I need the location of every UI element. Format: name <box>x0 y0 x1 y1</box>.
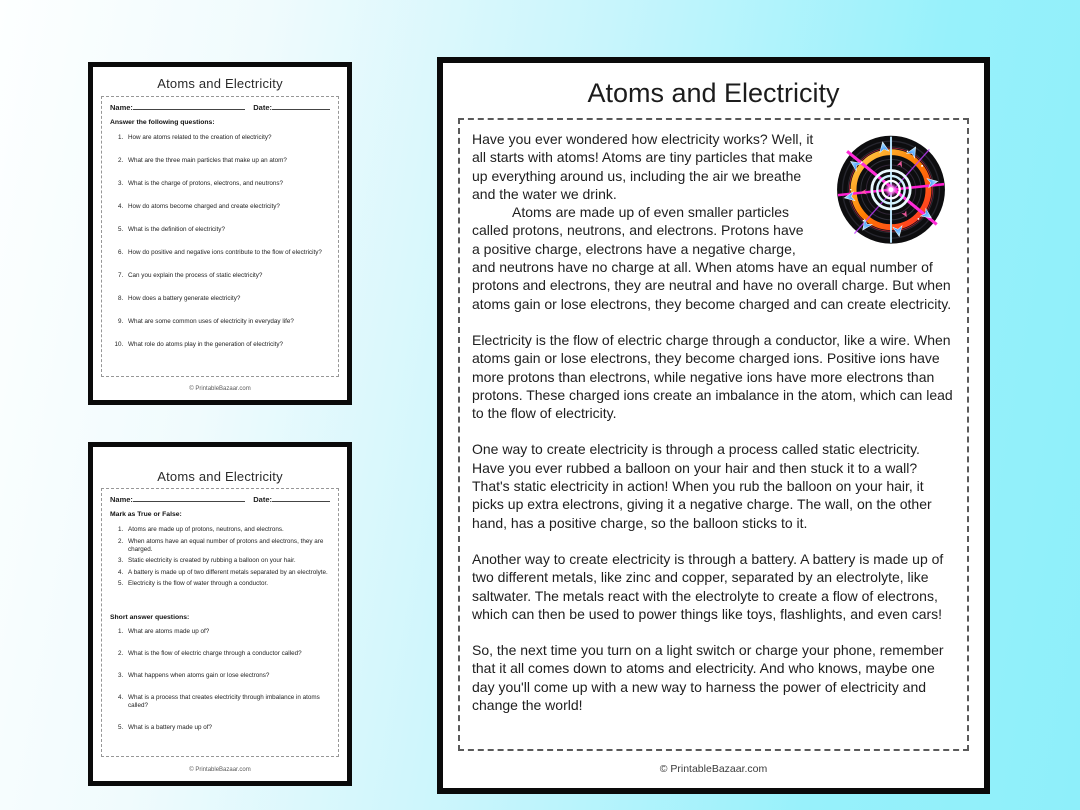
question-item: 7. Can you explain the process of static electricity? <box>125 272 330 280</box>
short-answer-item: 3. What happens when atoms gain or lose electrons? <box>125 672 330 680</box>
passage-paragraph: One way to create electricity is through a process called static electricity. Have you ever rubbed a balloon on your hair and then stuck it to a wall? That's static electricity in action! When you rub the balloon on your hair, it picks up extra electrons, giving it a negative charge. The wall, on the other hand, has a positive charge, so the balloon sticks to it. <box>472 441 932 531</box>
worksheet1-question-list <box>110 134 330 349</box>
worksheet2-content-box <box>101 488 339 757</box>
question-item: 3. What is the charge of protons, electrons, and neutrons? <box>125 180 330 188</box>
date-underline <box>272 495 330 502</box>
short-answer-item: 4. What is a process that creates electricity through imbalance in atoms called? <box>125 694 330 709</box>
true-false-list <box>110 526 330 588</box>
question-item: 4. How do atoms become charged and create electricity? <box>125 203 330 211</box>
question-item: 8. How does a battery generate electricity? <box>125 295 330 303</box>
worksheet1-content-box <box>101 96 339 377</box>
name-field <box>110 495 245 504</box>
short-answer-item: 1. What are atoms made up of? <box>125 628 330 636</box>
true-false-item: 4. A battery is made up of two different metals separated by an electrolyte. <box>125 569 330 577</box>
passage-paragraph: So, the next time you turn on a light switch or charge your phone, remember that it all comes down to atoms and electricity. And who knows, maybe one day you'll come up with a new way to harness the power of electricity and change the world! <box>472 642 944 714</box>
true-false-item: 5. Electricity is the flow of water through a conductor. <box>125 580 330 588</box>
worksheet1-footer: © PrintableBazaar.com <box>189 386 251 392</box>
question-item: 10. What role do atoms play in the generation of electricity? <box>125 341 330 349</box>
question-item: 9. What are some common uses of electricity in everyday life? <box>125 318 330 326</box>
worksheet-page-questions <box>88 62 352 405</box>
name-label: Name: <box>110 103 133 112</box>
name-date-row <box>110 103 330 112</box>
passage-paragraph: Have you ever wondered how electricity works? Well, it all starts with atoms! Atoms are tiny particles that make up everything around us, including the air we breathe and the water we drink. <box>472 131 814 202</box>
reading-passage-box <box>458 118 969 751</box>
date-field <box>253 495 330 504</box>
name-field <box>110 103 245 112</box>
passage-paragraph: Another way to create electricity is through a battery. A battery is made up of two different metals, like zinc and copper, separated by an electrolyte, like saltwater. The metals react with the electrolyte to create a flow of electrons, which can then be used to power things like toys, flashlights, and even cars! <box>472 550 944 622</box>
reading-passage-page <box>437 57 990 794</box>
true-false-item: 3. Static electricity is created by rubbing a balloon on your hair. <box>125 557 330 565</box>
short-answer-heading: Short answer questions: <box>110 614 190 621</box>
short-answer-item: 5. What is a battery made up of? <box>125 724 330 732</box>
worksheet1-instruction: Answer the following questions: <box>110 119 215 126</box>
reading-passage <box>472 130 955 714</box>
date-label: Date: <box>253 495 272 504</box>
passage-paragraph: Atoms are made up of even smaller particles called protons, neutrons, and electrons. Protons have a positive charge, electrons have a negative charge, and neutrons have no charge at all. When atoms have an equal number of protons and electrons, they are neutral and have no overall charge. But when atoms gain or lose electrons, they become charged and can create electricity. <box>472 204 952 312</box>
true-false-item: 2. When atoms have an equal number of protons and electrons, they are charged. <box>125 538 330 554</box>
true-false-item: 1. Atoms are made up of protons, neutrons, and electrons. <box>125 526 330 534</box>
atom-illustration <box>827 131 955 252</box>
worksheet-page-true-false <box>88 442 352 786</box>
date-underline <box>272 103 330 110</box>
question-item: 1. How are atoms related to the creation of electricity? <box>125 134 330 142</box>
date-field <box>253 103 330 112</box>
date-label: Date: <box>253 103 272 112</box>
name-date-row <box>110 495 330 504</box>
name-underline <box>133 495 245 502</box>
worksheet1-title: Atoms and Electricity <box>157 76 283 91</box>
worksheet2-footer: © PrintableBazaar.com <box>189 767 251 773</box>
passage-paragraph: Electricity is the flow of electric charge through a conductor, like a wire. When atoms gain or lose electrons, they become charged ions. Positive ions have more protons than electrons, while negative ions have more electrons than protons. These charged ions create an imbalance in the atom, which can lead to the flow of electricity. <box>472 331 953 422</box>
worksheet2-title: Atoms and Electricity <box>157 469 283 484</box>
short-answer-list <box>110 628 330 731</box>
true-false-heading: Mark as True or False: <box>110 511 182 518</box>
name-underline <box>133 103 245 110</box>
reading-page-title: Atoms and Electricity <box>587 78 840 108</box>
short-answer-item: 2. What is the flow of electric charge through a conductor called? <box>125 650 330 658</box>
question-item: 6. How do positive and negative ions contribute to the flow of electricity? <box>125 249 330 257</box>
reading-page-footer: © PrintableBazaar.com <box>659 763 768 775</box>
question-item: 5. What is the definition of electricity? <box>125 226 330 234</box>
question-item: 2. What are the three main particles that make up an atom? <box>125 157 330 165</box>
name-label: Name: <box>110 495 133 504</box>
